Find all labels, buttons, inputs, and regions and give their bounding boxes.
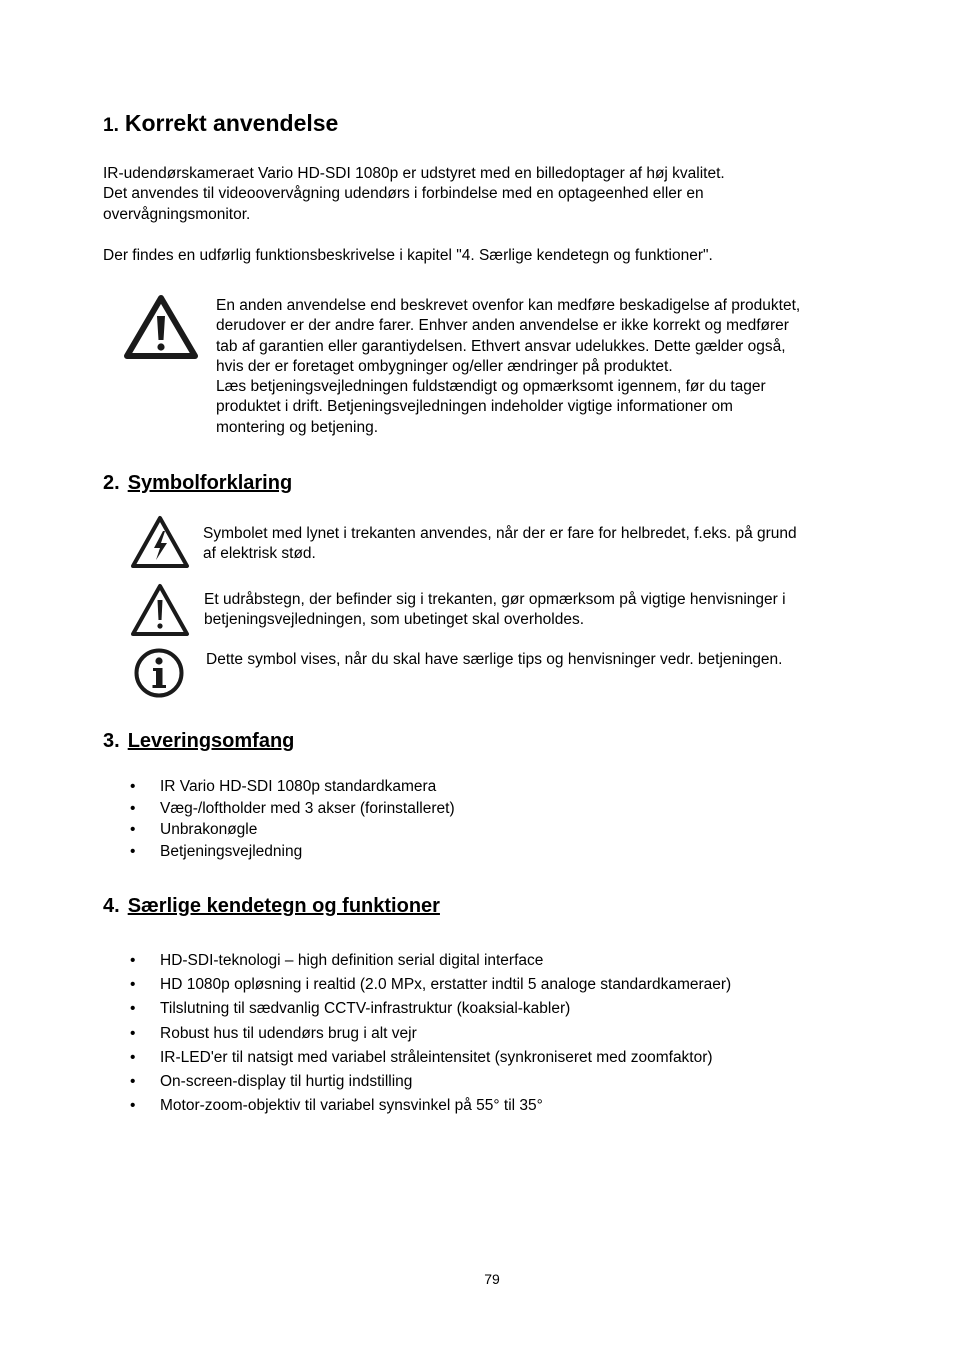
section-number: 4. (103, 895, 120, 917)
bullet: • (130, 799, 136, 817)
text-line: produktet i drift. Betjeningsvejledningen indeholder vigtige informationer om (216, 398, 733, 416)
bullet: • (130, 976, 136, 994)
intro-paragraph (103, 164, 863, 225)
section-title: Leveringsomfang (127, 730, 295, 752)
text-line: IR-udendørskameraet Vario HD-SDI 1080p er udstyret med en billedoptager af høj kvalitet. (103, 165, 725, 182)
symbol-description (204, 590, 894, 630)
text-line: Dette symbol vises, når du skal have særlige tips og henvisninger vedr. betjeningen. (206, 651, 783, 668)
exclamation-warning-icon (130, 583, 190, 637)
section-2-heading (103, 472, 292, 495)
list-item: • Unbrakonøgle (103, 819, 455, 841)
bullet: • (130, 1097, 136, 1115)
list-item: • HD-SDI-teknologi – high definition serial digital interface (103, 949, 731, 973)
text-line: af elektrisk stød. (203, 545, 316, 562)
bullet: • (130, 1000, 136, 1018)
list-item: • On-screen-display til hurtig indstilling (103, 1070, 731, 1094)
bullet: • (130, 778, 136, 795)
bullet: • (130, 821, 136, 838)
list-item: • Væg-/loftholder med 3 akser (forinstalleret) (103, 798, 455, 820)
text-line: overvågningsmonitor. (103, 205, 251, 223)
list-item: • Robust hus til udendørs brug i alt vejr (103, 1022, 731, 1046)
text-line: derudover er der andre farer. Enhver anden anvendelse er ikke korrekt og medfører (216, 317, 789, 335)
text-line: En anden anvendelse end beskrevet ovenfor kan medføre beskadigelse af produktet, (216, 297, 801, 314)
features-list (103, 949, 731, 1118)
page-number: 79 (484, 1271, 500, 1287)
text-line: montering og betjening. (216, 418, 379, 436)
list-item: • Betjeningsvejledning (103, 841, 455, 863)
section-title: Korrekt anvendelse (124, 110, 339, 136)
section-number: 3. (103, 730, 120, 752)
lightning-warning-icon (130, 515, 190, 569)
section-4-heading (103, 895, 440, 918)
section-1-heading (103, 110, 338, 137)
warning-triangle-icon (123, 294, 199, 360)
text-line: Læs betjeningsvejledningen fuldstændigt og opmærksomt igennem, før du tager (216, 378, 766, 396)
list-item: • Tilslutning til sædvanlig CCTV-infrastruktur (koaksial-kabler) (103, 997, 731, 1021)
list-item: • Motor-zoom-objektiv til variabel synsvinkel på 55° til 35° (103, 1094, 731, 1118)
section-number: 2. (103, 472, 120, 494)
bullet: • (130, 842, 136, 860)
text-line: hvis der er foretaget ombygninger og/eller ændringer på produktet. (216, 357, 673, 375)
text-line: tab af garantien eller garantiydelsen. Ethvert ansvar udelukkes. Dette gælder også, (216, 337, 786, 355)
reference-paragraph: Der findes en udførlig funktionsbeskrivelse i kapitel "4. Særlige kendetegn og funktioner". (103, 247, 713, 264)
info-icon (133, 647, 185, 699)
section-title: Symbolforklaring (127, 472, 293, 494)
bullet: • (130, 1048, 136, 1066)
list-item: • IR Vario HD-SDI 1080p standardkamera (103, 776, 455, 798)
section-3-heading (103, 730, 294, 753)
delivery-list (103, 776, 455, 862)
section-number: 1. (103, 115, 119, 136)
text-line: Symbolet med lynet i trekanten anvendes, når der er fare for helbredet, f.eks. på grund (203, 525, 797, 542)
bullet: • (130, 1073, 136, 1091)
bullet: • (130, 952, 136, 969)
list-item: • IR-LED'er til natsigt med variabel stråleintensitet (synkroniseret med zoomfaktor) (103, 1046, 731, 1070)
bullet: • (130, 1024, 136, 1042)
text-line: betjeningsvejledningen, som ubetinget skal overholdes. (204, 611, 584, 628)
warning-paragraph (216, 296, 896, 438)
text-line: Et udråbstegn, der befinder sig i trekanten, gør opmærksom på vigtige henvisninger i (204, 591, 786, 608)
text-line: Det anvendes til videoovervågning udendørs i forbindelse med en optageenhed eller en (103, 185, 704, 203)
symbol-description (206, 650, 896, 670)
symbol-description (203, 524, 893, 564)
section-title: Særlige kendetegn og funktioner (127, 895, 440, 917)
list-item: • HD 1080p opløsning i realtid (2.0 MPx, erstatter indtil 5 analoge standardkameraer) (103, 973, 731, 997)
